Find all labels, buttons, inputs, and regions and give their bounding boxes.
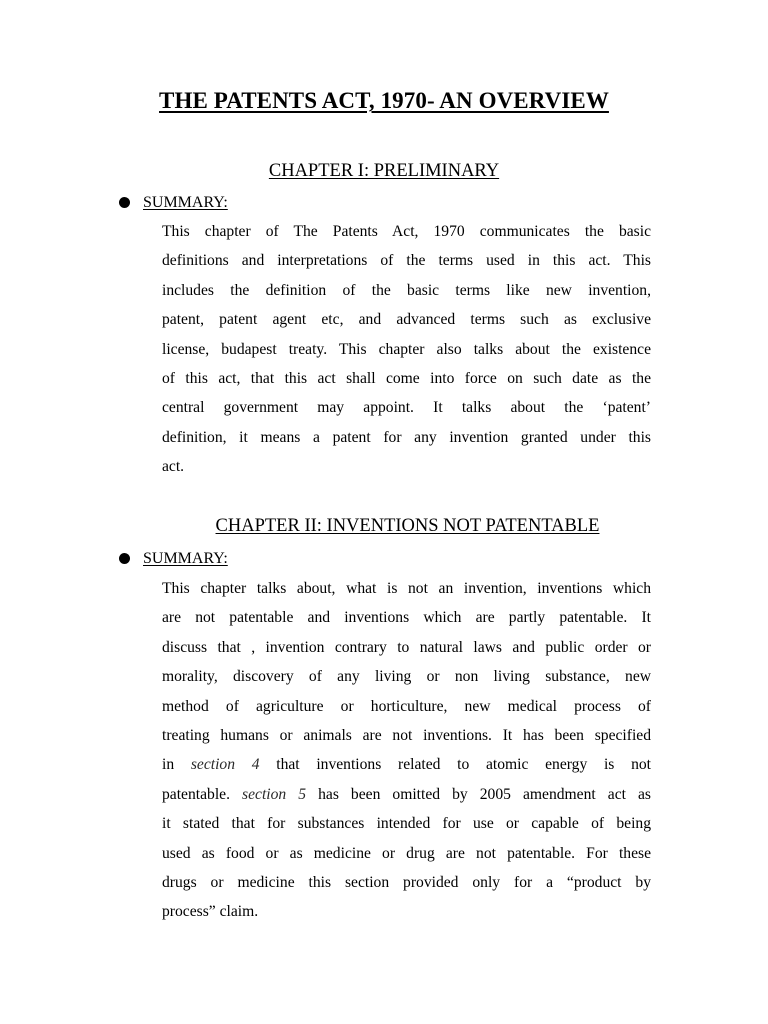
section-4-reference: section 4 bbox=[190, 756, 260, 774]
chapter-2-heading: CHAPTER II: INVENTIONS NOT PATENTABLE bbox=[215, 516, 600, 536]
text-line: patent, patent agent etc, and advanced terms such as exclusive bbox=[162, 311, 651, 329]
text-line: license, budapest treaty. This chapter also talks about the existence bbox=[162, 340, 651, 358]
text-line-with-reference bbox=[162, 780, 651, 809]
chapter-1-summary-label: SUMMARY: bbox=[143, 194, 228, 211]
chapter-2-summary-text bbox=[162, 574, 651, 927]
text-line: drugs or medicine this section provided only for a “product by bbox=[162, 873, 651, 891]
text-line: used as food or as medicine or drug are not patentable. For these bbox=[162, 844, 651, 862]
bullet-icon bbox=[119, 553, 130, 564]
text-fragment: patentable. bbox=[162, 785, 243, 803]
bullet-icon bbox=[119, 197, 130, 208]
text-line: act. bbox=[162, 458, 185, 476]
text-line: method of agriculture or horticulture, new medical process of bbox=[162, 697, 651, 715]
text-line: treating humans or animals are not inventions. It has been specified bbox=[162, 726, 651, 744]
text-fragment: has been omitted by 2005 amendment act as bbox=[306, 785, 651, 803]
text-line: morality, discovery of any living or non living substance, new bbox=[162, 668, 651, 686]
text-line: central government may appoint. It talks about the ‘patent’ bbox=[162, 399, 651, 417]
chapter-1-summary-text bbox=[162, 217, 651, 482]
text-fragment: in bbox=[162, 756, 191, 774]
chapter-1-heading: CHAPTER I: PRELIMINARY bbox=[268, 161, 500, 181]
text-line-with-reference bbox=[162, 750, 651, 779]
text-line: are not patentable and inventions which are partly patentable. It bbox=[162, 609, 651, 627]
text-line: definition, it means a patent for any invention granted under this bbox=[162, 428, 651, 446]
text-line: of this act, that this act shall come into force on such date as the bbox=[162, 369, 651, 387]
document-title: THE PATENTS ACT, 1970- AN OVERVIEW bbox=[159, 88, 609, 113]
text-line: includes the definition of the basic terms like new invention, bbox=[162, 281, 651, 299]
text-line: This chapter of The Patents Act, 1970 communicates the basic bbox=[162, 223, 651, 240]
text-line: it stated that for substances intended for use or capable of being bbox=[162, 815, 651, 833]
text-line: This chapter talks about, what is not an invention, inventions which bbox=[162, 580, 651, 597]
text-line: process” claim. bbox=[162, 903, 259, 921]
text-line: definitions and interpretations of the terms used in this act. This bbox=[162, 252, 651, 270]
text-fragment: that inventions related to atomic energy is not bbox=[259, 756, 652, 774]
text-line: discuss that , invention contrary to natural laws and public order or bbox=[162, 638, 651, 656]
chapter-2-summary-label: SUMMARY: bbox=[143, 550, 228, 567]
section-5-reference: section 5 bbox=[242, 785, 307, 803]
